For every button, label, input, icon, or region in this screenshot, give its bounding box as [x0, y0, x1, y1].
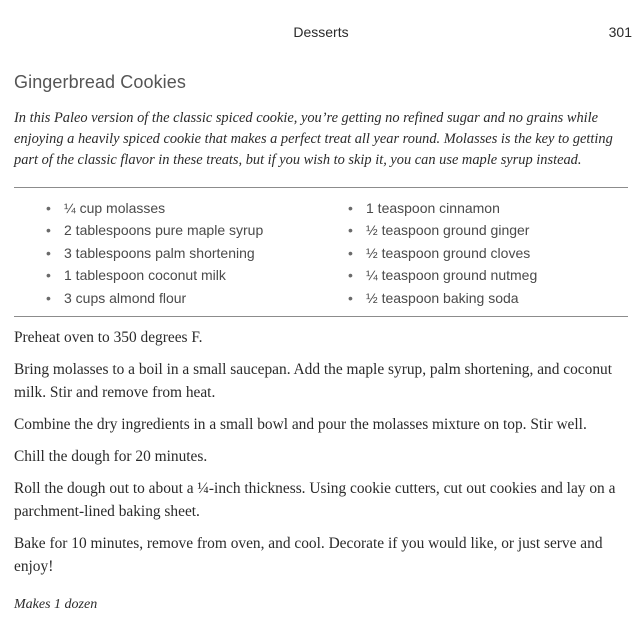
- ingredient-item: [46, 242, 336, 264]
- bullet-icon: •: [46, 222, 51, 239]
- ingredient-text: 2 tablespoons pure maple syrup: [64, 222, 264, 239]
- recipe-intro: In this Paleo version of the classic spiced cookie, you’re getting no refined sugar and no grains while enjoying a heavily spiced cookie that makes a perfect treat all year round. Molasses is the key to getting part of the classic flavor in these treats, but if you wish to skip it, you can use maple syrup instead.: [14, 110, 613, 168]
- ingredient-item: [348, 219, 628, 241]
- ingredients-list-left: [46, 197, 336, 309]
- bullet-icon: •: [46, 200, 51, 216]
- bullet-icon: •: [348, 244, 353, 261]
- ingredient-text: ½ teaspoon ground ginger: [366, 222, 530, 239]
- ingredient-item: [348, 197, 628, 219]
- bullet-icon: •: [348, 222, 353, 239]
- bullet-icon: •: [46, 267, 51, 284]
- recipe-title: Gingerbread Cookies: [14, 72, 186, 92]
- instruction-step: Bring molasses to a boil in a small saucepan. Add the maple syrup, palm shortening, and coconut milk. Stir and remove from heat.: [14, 361, 612, 401]
- section-title: Desserts: [293, 24, 349, 40]
- bullet-icon: •: [348, 289, 353, 306]
- ingredient-item: [348, 242, 628, 264]
- running-header: [0, 24, 642, 44]
- instruction-step: Bake for 10 minutes, remove from oven, and cool. Decorate if you would like, or just serve and enjoy!: [14, 535, 603, 575]
- ingredient-text: 1 teaspoon cinnamon: [366, 200, 500, 216]
- bullet-icon: •: [46, 244, 51, 261]
- ingredient-item: [348, 287, 628, 309]
- instruction-step: Chill the dough for 20 minutes.: [14, 448, 208, 465]
- ingredient-item: [46, 287, 336, 309]
- instructions: [14, 326, 636, 587]
- ingredient-text: 3 cups almond flour: [64, 289, 187, 306]
- ingredient-item: [348, 264, 628, 286]
- ingredient-text: 1 tablespoon coconut milk: [64, 267, 226, 284]
- instruction-step: Roll the dough out to about a ¼-inch thickness. Using cookie cutters, cut out cookies and lay on a parchment-lined baking sheet.: [14, 480, 616, 520]
- instruction-step: Preheat oven to 350 degrees F.: [14, 329, 203, 346]
- ingredient-text: ¼ cup molasses: [64, 200, 166, 216]
- ingredient-item: [46, 219, 336, 241]
- bullet-icon: •: [348, 267, 353, 284]
- bullet-icon: •: [348, 200, 353, 216]
- bullet-icon: •: [46, 289, 51, 306]
- ingredients-list-right: [348, 197, 628, 309]
- ingredient-text: 3 tablespoons palm shortening: [64, 244, 255, 261]
- ingredient-item: [46, 264, 336, 286]
- recipe-yield: Makes 1 dozen: [14, 597, 98, 612]
- ingredient-text: ¼ teaspoon ground nutmeg: [366, 267, 538, 284]
- ingredient-text: ½ teaspoon ground cloves: [366, 244, 531, 261]
- ingredients-bottom-rule: [14, 316, 628, 317]
- page-number: 301: [608, 24, 632, 40]
- instruction-step: Combine the dry ingredients in a small bowl and pour the molasses mixture on top. Stir well.: [14, 416, 587, 433]
- ingredient-text: ½ teaspoon baking soda: [366, 289, 519, 306]
- ingredient-item: [46, 197, 336, 219]
- ingredients-top-rule: [14, 187, 628, 188]
